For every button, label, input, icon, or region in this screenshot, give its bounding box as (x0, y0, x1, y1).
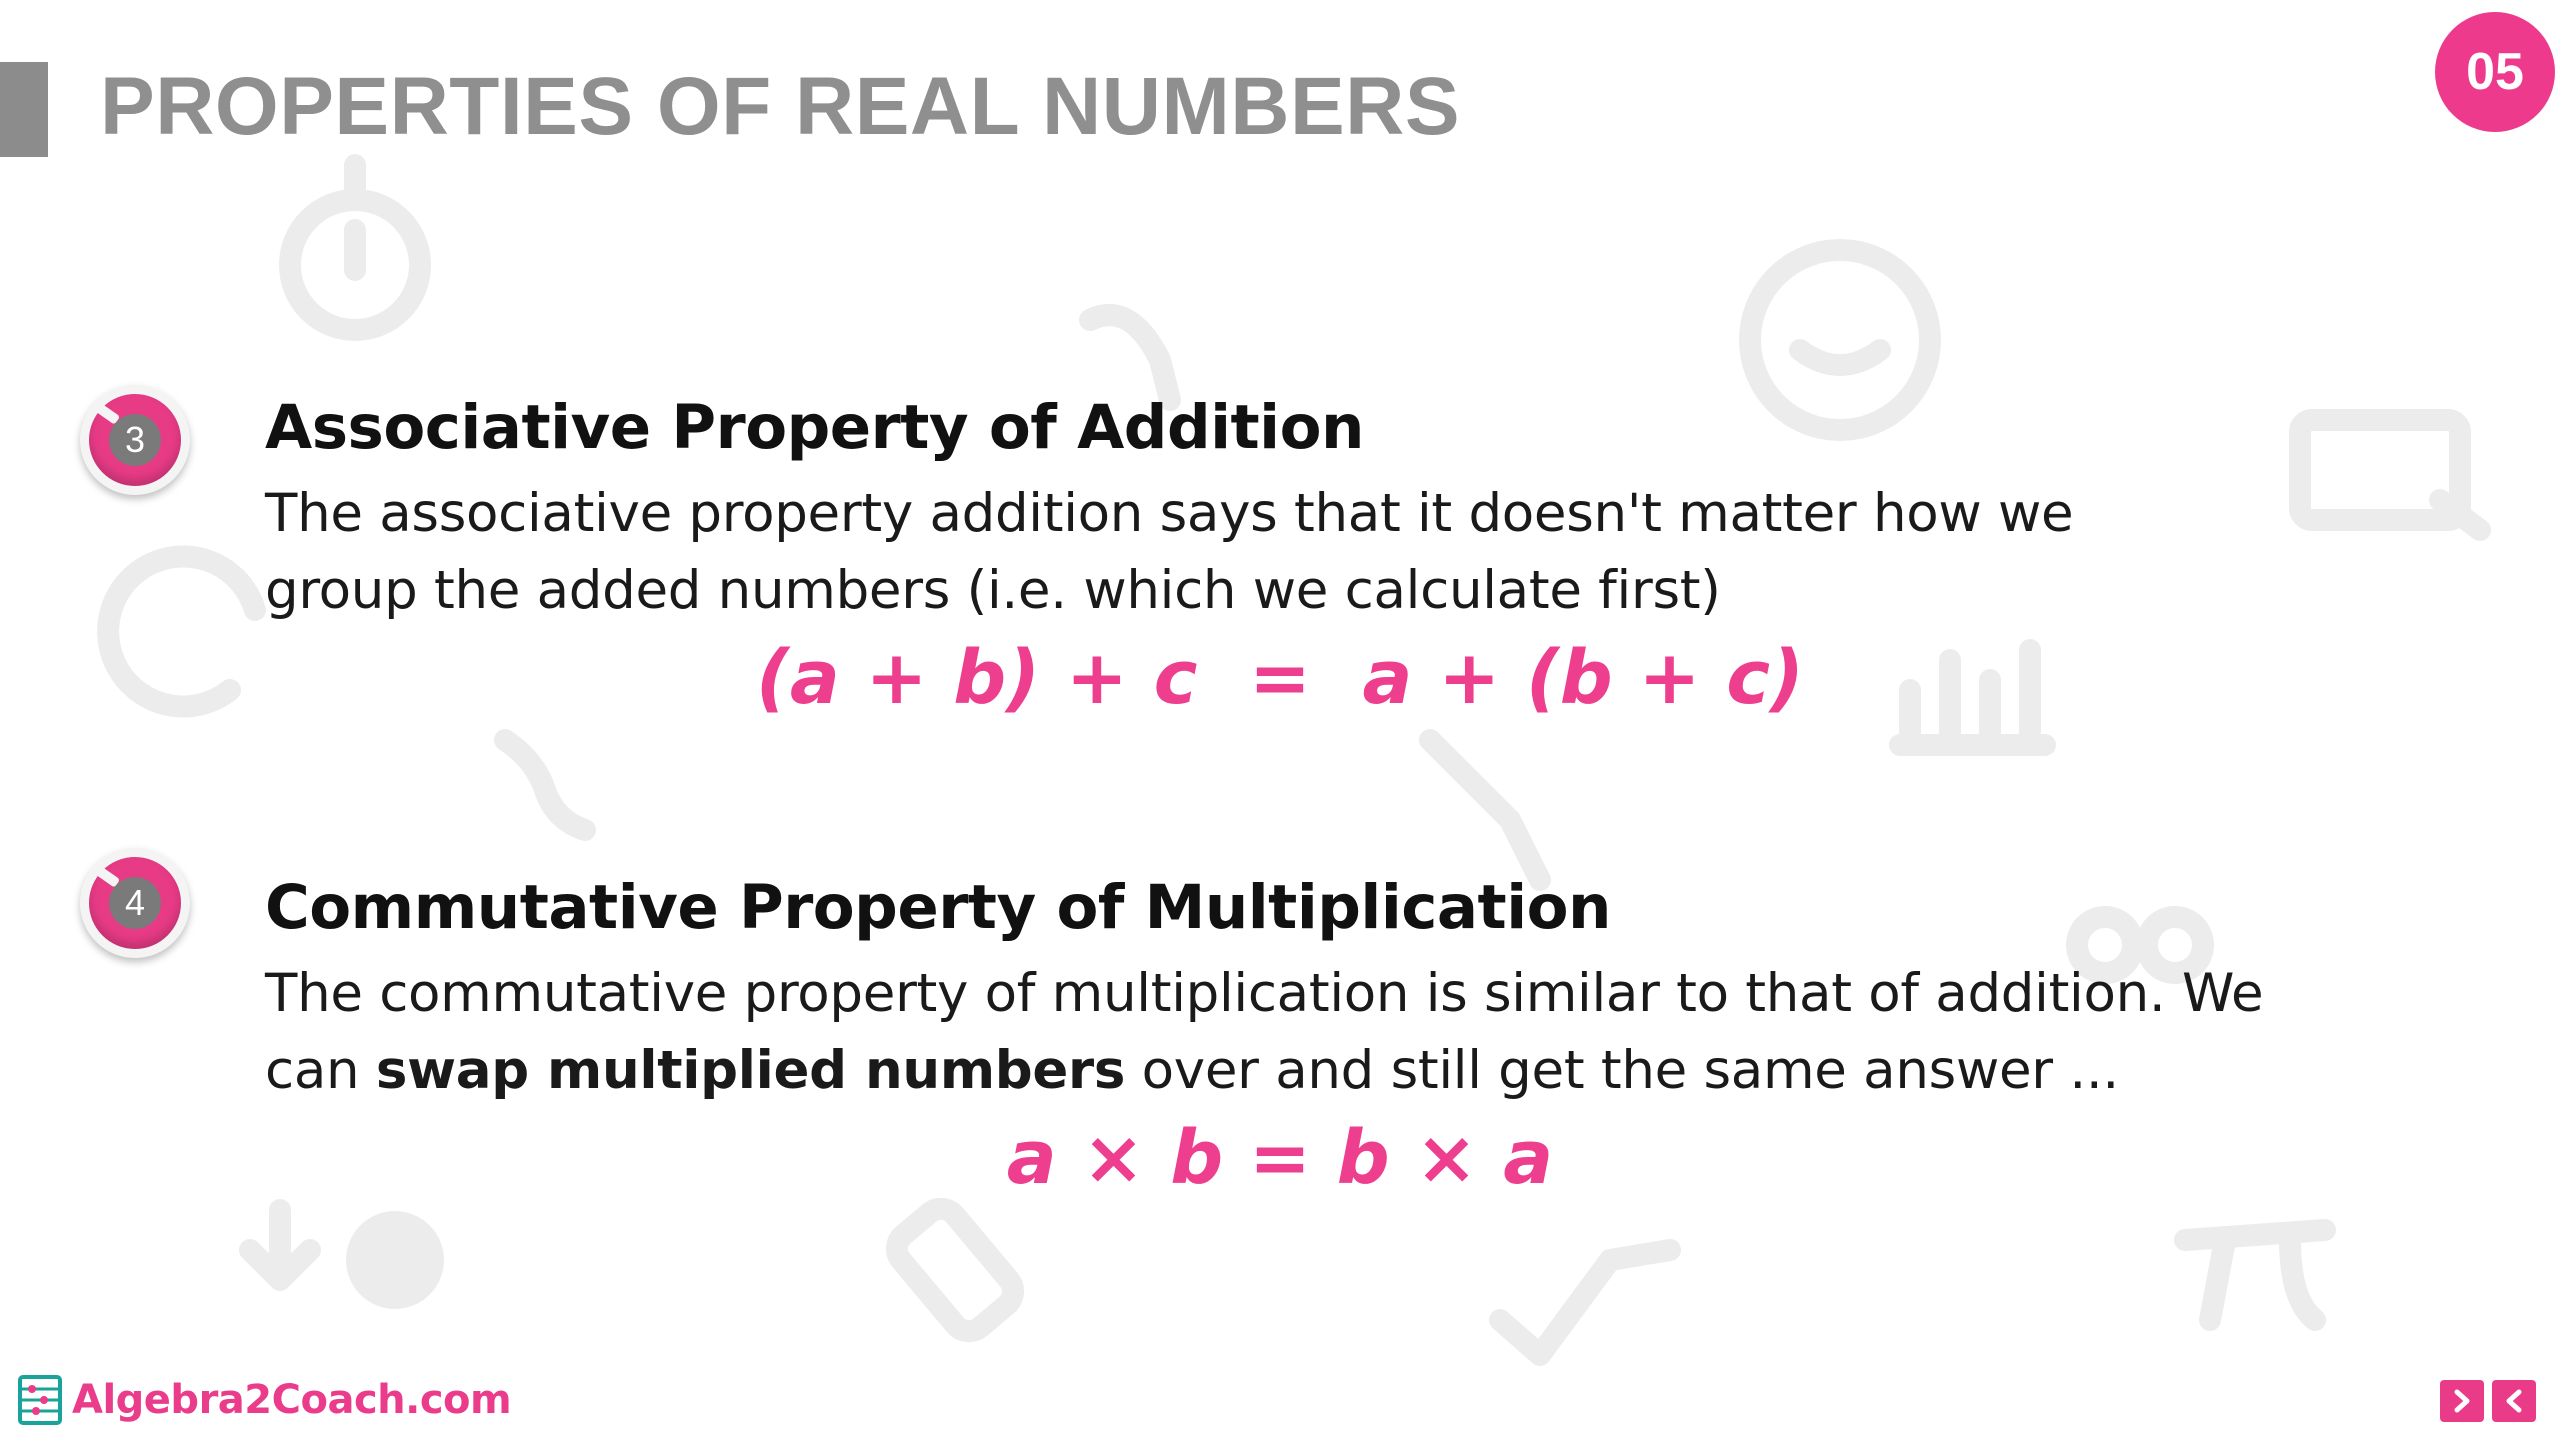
next-slide-button[interactable] (2440, 1380, 2484, 1422)
page-number-badge: 05 (2435, 12, 2555, 132)
page-title: PROPERTIES OF REAL NUMBERS (100, 61, 1461, 152)
text-span: can (265, 1040, 376, 1101)
text-line: The associative property addition says that it doesn't matter how we (265, 483, 2074, 544)
site-logo[interactable] (18, 1372, 511, 1428)
logo-text: Algebra2Coach.com (72, 1377, 512, 1423)
title-accent-bar (0, 62, 48, 157)
text-emphasis: swap multiplied numbers (375, 1040, 1126, 1101)
text-line: group the added numbers (i.e. which we calculate first) (265, 560, 1721, 621)
prev-slide-button[interactable] (2492, 1380, 2536, 1422)
section-heading-commutative: Commutative Property of Multiplication (265, 872, 1611, 943)
section-text-commutative (265, 955, 2345, 1109)
marker-number: 4 (109, 877, 161, 929)
chevron-right-icon (2449, 1388, 2475, 1414)
formula-associative: (a + b) + c = a + (b + c) (756, 635, 1804, 721)
chevron-left-icon (2501, 1388, 2527, 1414)
section-marker-3 (80, 385, 190, 495)
section-heading-associative: Associative Property of Addition (265, 392, 1364, 463)
section-marker-4 (80, 848, 190, 958)
text-line: The commutative property of multiplication is similar to that of addition. We (265, 963, 2264, 1024)
section-text-associative (265, 475, 2345, 629)
abacus-icon (18, 1375, 62, 1425)
text-line (265, 1032, 2345, 1109)
text-span: over and still get the same answer ... (1125, 1040, 2119, 1101)
formula-commutative: a × b = b × a (1006, 1115, 1554, 1201)
marker-number: 3 (109, 414, 161, 466)
